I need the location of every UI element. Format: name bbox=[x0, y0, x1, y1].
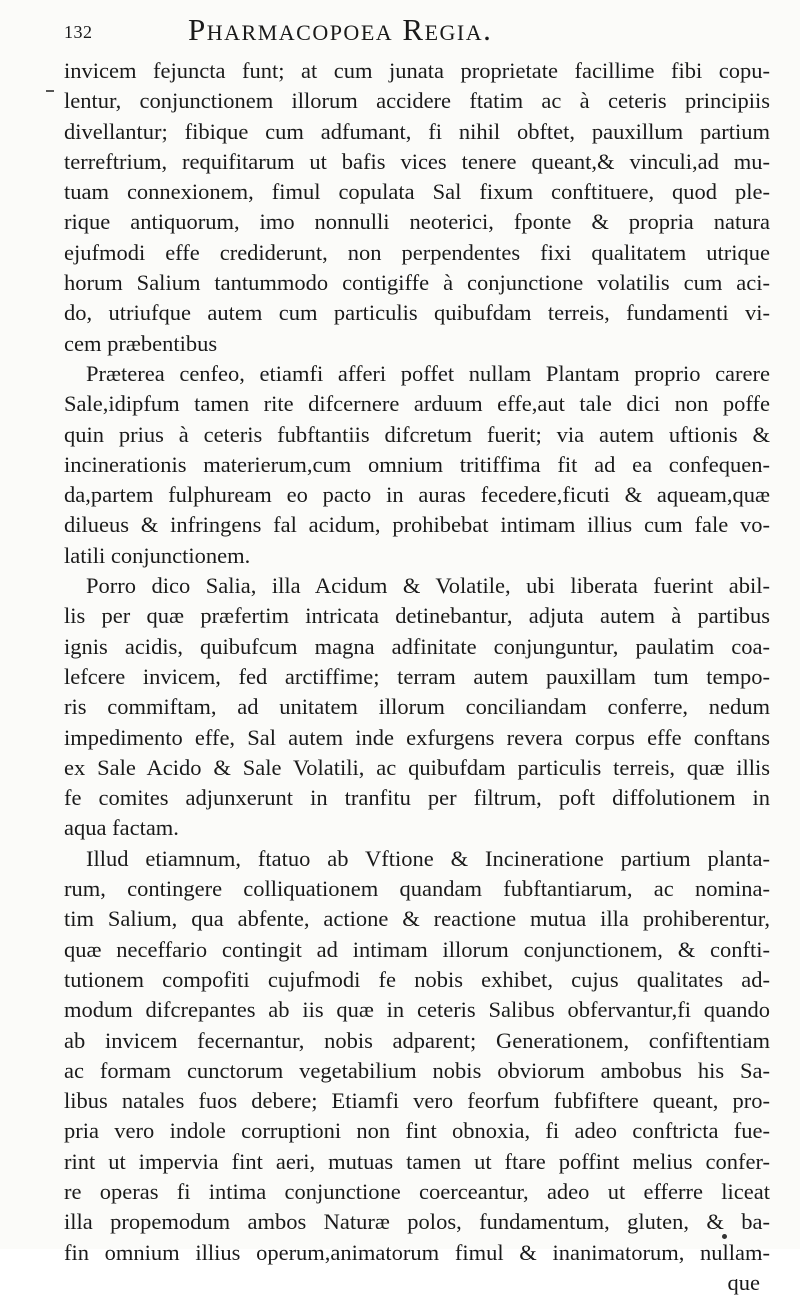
text-line: Sale,idipfum tamen rite difcernere arduum effe,aut tale dici non poffe bbox=[64, 391, 770, 417]
text-line: ejufmodi effe crediderunt, non perpendentes fixi qualitatem utrique bbox=[64, 239, 770, 265]
text-line: invicem fejuncta funt; at cum junata proprietate facillime fibi copu- bbox=[64, 58, 770, 83]
text-line: cem præbentibus bbox=[64, 330, 218, 356]
text-line: rint ut impervia fint aeri, mutuas tamen ut ftare poffint melius confer- bbox=[64, 1148, 770, 1174]
text-line: tutionem compofiti cujufmodi fe nobis exhibet, cujus qualitates ad- bbox=[64, 966, 770, 992]
text-line: fin omnium illius operum,animatorum fimul & inanimatorum, nullam- bbox=[64, 1239, 770, 1265]
text-line: re operas fi intima conjunctione coerceantur, adeo ut efferre liceat bbox=[64, 1178, 770, 1204]
text-line: ab invicem fecernantur, nobis adparent; Generationem, confiftentiam bbox=[64, 1027, 770, 1053]
text-line: quæ neceffario contingit ad intimam illorum conjunctionem, & confti- bbox=[64, 936, 770, 962]
text-line: Præterea cenfeo, etiamfi afferi poffet nullam Plantam proprio carere bbox=[86, 360, 770, 386]
text-line: fe comites adjunxerunt in tranfitu per filtrum, poft diffolutionem in bbox=[64, 785, 770, 811]
text-line: da,partem fulphuream eo pacto in auras fecedere,ficuti & aqueam,quæ bbox=[64, 482, 770, 508]
text-line: tim Salium, qua abfente, actione & reactione mutua illa prohiberentur, bbox=[64, 906, 770, 932]
text-line: libus natales fuos debere; Etiamfi vero feorfum fubfiftere queant, pro- bbox=[64, 1088, 770, 1114]
catchword: que bbox=[727, 1269, 760, 1295]
running-head bbox=[64, 8, 774, 48]
text-line: divellantur; fibique cum adfumant, fi nihil obftet, pauxillum partium bbox=[64, 118, 770, 144]
ink-speck bbox=[722, 1234, 727, 1239]
text-line: pria vero indole corruptioni non fint obnoxia, fi adeo conftricta fue- bbox=[64, 1118, 770, 1144]
text-line: quin prius à ceteris fubftantiis difcretum fuerit; via autem uftionis & bbox=[64, 421, 770, 447]
text-line: Illud etiamnum, ftatuo ab Vftione & Incineratione partium planta- bbox=[86, 845, 770, 871]
text-line: modum difcrepantes ab iis quæ in ceteris Salibus obfervantur,fi quando bbox=[64, 997, 770, 1023]
text-line: lis per quæ præfertim intricata detinebantur, adjuta autem à partibus bbox=[64, 603, 770, 629]
text-line: ignis acidis, quibufcum magna adfinitate conjunguntur, paulatim coa- bbox=[64, 633, 770, 659]
text-line: illa propemodum ambos Naturæ polos, fundamentum, gluten, & ba- bbox=[64, 1209, 770, 1235]
text-line: incinerationis materierum,cum omnium tritiffima fit ad ea confequen- bbox=[64, 451, 770, 477]
text-line: aqua factam. bbox=[64, 815, 179, 841]
text-line: ac formam cunctorum vegetabilium nobis obviorum ambobus his Sa- bbox=[64, 1057, 770, 1083]
margin-mark bbox=[46, 90, 54, 92]
body-text bbox=[64, 56, 770, 1298]
catchword-row bbox=[64, 1268, 770, 1298]
text-line: rique antiquorum, imo nonnulli neoterici, fponte & propria natura bbox=[64, 209, 770, 235]
text-line: rum, contingere colliquationem quandam fubftantiarum, ac nomina- bbox=[64, 876, 770, 902]
page-number: 132 bbox=[64, 22, 93, 42]
text-line: ris commiftam, ad unitatem illorum conciliandam conferre, nedum bbox=[64, 694, 770, 720]
text-line: latili conjunctionem. bbox=[64, 542, 251, 568]
text-line: dilueus & infringens fal acidum, prohibebat intimam illius cum fale vo- bbox=[64, 512, 770, 538]
text-line: impedimento effe, Sal autem inde exfurgens revera corpus effe conftans bbox=[64, 724, 770, 750]
text-line: horum Salium tantummodo contigiffe à conjunctione volatilis cum aci- bbox=[64, 270, 770, 296]
text-line: tuam connexionem, fimul copulata Sal fixum conftituere, quod ple- bbox=[64, 179, 770, 205]
text-line: terreftrium, requifitarum ut bafis vices tenere queant,& vinculi,ad mu- bbox=[64, 148, 770, 174]
text-line: lefcere invicem, fed arctiffime; terram autem pauxillam tum tempo- bbox=[64, 663, 770, 689]
text-line: Porro dico Salia, illa Acidum & Volatile, ubi liberata fuerint abil- bbox=[86, 573, 770, 599]
text-line: lentur, conjunctionem illorum accidere ftatim ac à ceteris principiis bbox=[64, 88, 770, 114]
text-line: ex Sale Acido & Sale Volatili, ac quibufdam particulis terreis, quæ illis bbox=[64, 754, 770, 780]
running-title: Pharmacopoea Regia. bbox=[188, 12, 493, 47]
text-line: do, utriufque autem cum particulis quibufdam terreis, fundamenti vi- bbox=[64, 300, 770, 326]
